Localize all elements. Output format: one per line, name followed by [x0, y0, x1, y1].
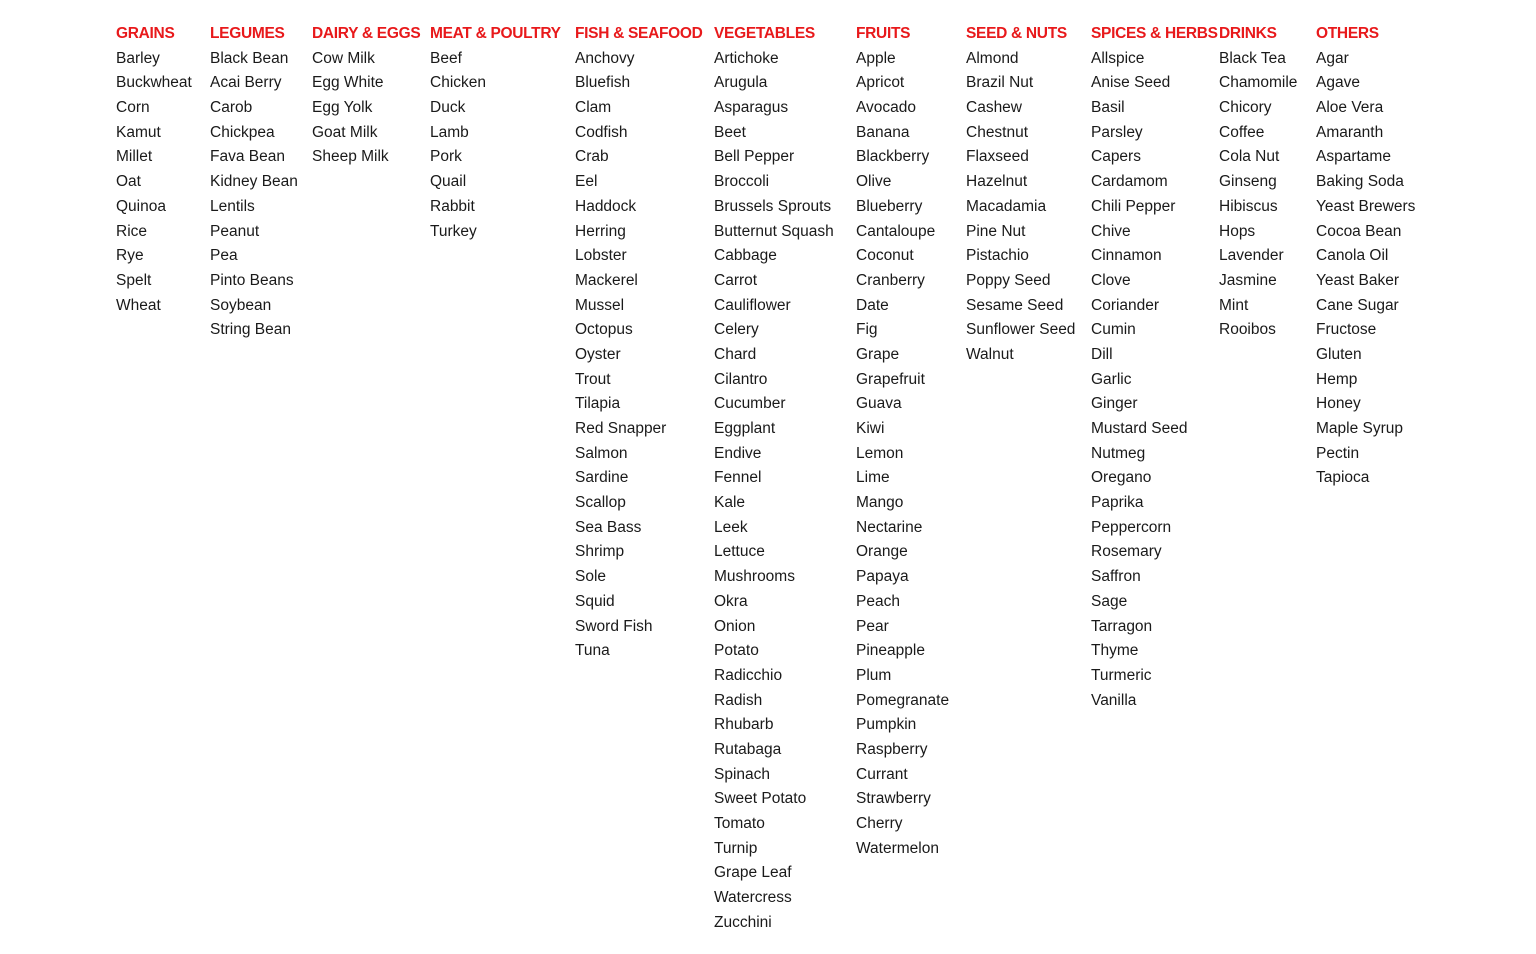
list-item: Red Snapper	[575, 420, 667, 437]
list-item: Endive	[714, 444, 762, 462]
list-item: Canola Oil	[1316, 247, 1389, 265]
list-item: Cinnamon	[1091, 247, 1162, 265]
list-item: Grape	[856, 345, 900, 363]
column-header: SEED & NUTS	[966, 25, 1067, 42]
list-item: Cucumber	[714, 395, 786, 413]
list-item: Sweet Potato	[714, 790, 807, 808]
column-drinks	[1219, 22, 1297, 343]
list-item: Sardine	[575, 469, 629, 487]
list-item: Strawberry	[856, 790, 931, 808]
column-header: SPICES & HERBS	[1091, 25, 1218, 42]
list-item: Pinto Beans	[210, 271, 294, 289]
list-item: Peppercorn	[1091, 518, 1172, 536]
list-item: Agar	[1316, 49, 1349, 67]
list-item: Wheat	[116, 296, 161, 314]
list-item: Rutabaga	[714, 740, 782, 758]
list-item: Fava Bean	[210, 148, 285, 166]
list-item: Rhubarb	[714, 716, 774, 734]
column-header: MEAT & POULTRY	[430, 25, 561, 42]
list-item: Amaranth	[1316, 123, 1384, 141]
list-item: Cantaloupe	[856, 222, 936, 240]
list-item: Rye	[116, 247, 144, 265]
list-item: Leek	[714, 518, 748, 536]
column-others	[1316, 22, 1415, 491]
list-item: Mango	[856, 494, 904, 512]
column-header: FRUITS	[856, 25, 911, 42]
list-item: Cherry	[856, 815, 903, 832]
list-item: Octopus	[575, 321, 633, 339]
list-item: Clove	[1091, 271, 1131, 289]
list-item: Nectarine	[856, 518, 923, 536]
list-item: Agave	[1316, 74, 1360, 92]
list-item: Almond	[966, 49, 1019, 67]
list-item: Pea	[210, 247, 238, 265]
list-item: Avocado	[856, 99, 917, 117]
list-item: Vanilla	[1091, 691, 1137, 709]
list-item: Lettuce	[714, 543, 765, 561]
list-item: Pomegranate	[856, 691, 950, 709]
list-item: Raspberry	[856, 740, 928, 758]
list-item: Spinach	[714, 765, 771, 783]
list-item: Soybean	[210, 296, 272, 314]
list-item: Barley	[116, 49, 160, 67]
list-item: Corn	[116, 99, 150, 117]
list-item: Radicchio	[714, 666, 783, 684]
list-item: Jasmine	[1219, 271, 1277, 289]
list-item: Banana	[856, 123, 910, 141]
list-item: Cola Nut	[1219, 148, 1280, 166]
list-item: Kidney Bean	[210, 173, 298, 191]
list-item: Yeast Baker	[1316, 271, 1400, 289]
column-meat-poultry	[430, 22, 561, 244]
list-item: Papaya	[856, 568, 909, 586]
list-item: Asparagus	[714, 99, 789, 117]
list-item: Duck	[430, 99, 466, 117]
list-item: Turmeric	[1091, 666, 1152, 684]
column-header: LEGUMES	[210, 25, 285, 42]
item-list	[210, 47, 298, 343]
list-item: Watermelon	[856, 839, 939, 857]
list-item: Maple Syrup	[1316, 420, 1404, 437]
list-item: Mustard Seed	[1091, 420, 1188, 437]
list-item: Aspartame	[1316, 148, 1391, 166]
list-item: Cumin	[1091, 321, 1136, 339]
list-item: Hemp	[1316, 370, 1358, 388]
list-item: Salmon	[575, 444, 628, 462]
list-item: Beef	[430, 49, 462, 67]
list-item: Guava	[856, 395, 902, 413]
list-item: Oyster	[575, 345, 621, 363]
list-item: Date	[856, 296, 889, 314]
list-item: Black Bean	[210, 49, 289, 67]
list-item: Rabbit	[430, 197, 475, 215]
list-item: Coriander	[1091, 296, 1160, 314]
list-item: Lamb	[430, 123, 469, 141]
list-item: Gluten	[1316, 345, 1362, 363]
list-item: Saffron	[1091, 568, 1141, 586]
list-item: Lavender	[1219, 247, 1284, 265]
list-item: Black Tea	[1219, 49, 1286, 67]
list-item: Bluefish	[575, 74, 631, 92]
list-item: Fructose	[1316, 321, 1377, 339]
list-item: Mussel	[575, 296, 625, 314]
list-item: Thyme	[1091, 642, 1139, 660]
list-item: Mint	[1219, 296, 1249, 314]
list-item: Aloe Vera	[1316, 99, 1384, 117]
list-item: Eel	[575, 173, 598, 191]
list-item: Plum	[856, 666, 892, 684]
list-item: Fig	[856, 321, 878, 339]
list-item: Squid	[575, 592, 615, 610]
list-item: Nutmeg	[1091, 444, 1146, 462]
list-item: Apricot	[856, 74, 905, 92]
list-item: Blueberry	[856, 197, 923, 215]
list-item: Fennel	[714, 469, 762, 487]
list-item: Anchovy	[575, 49, 635, 67]
list-item: Cilantro	[714, 370, 768, 388]
list-item: Lemon	[856, 444, 904, 462]
list-item: Eggplant	[714, 420, 776, 437]
list-item: Blackberry	[856, 148, 930, 166]
list-item: Tilapia	[575, 395, 621, 413]
list-item: Sea Bass	[575, 518, 642, 536]
list-item: Garlic	[1091, 370, 1132, 388]
list-item: Mackerel	[575, 271, 638, 289]
list-item: Tuna	[575, 642, 610, 660]
list-item: Pear	[856, 617, 889, 635]
list-item: Brussels Sprouts	[714, 197, 832, 215]
list-item: Arugula	[714, 74, 768, 92]
item-list	[575, 47, 703, 664]
list-item: Oregano	[1091, 469, 1152, 487]
list-item: Dill	[1091, 345, 1113, 363]
list-item: Beet	[714, 123, 746, 141]
list-item: Potato	[714, 642, 759, 660]
item-list	[966, 47, 1075, 368]
list-item: Rice	[116, 222, 148, 240]
list-item: Parsley	[1091, 123, 1143, 141]
list-item: Ginger	[1091, 395, 1138, 413]
item-list	[1219, 47, 1297, 343]
list-item: Chicken	[430, 74, 486, 92]
list-item: Yeast Brewers	[1316, 197, 1416, 215]
list-item: Cocoa Bean	[1316, 222, 1402, 240]
item-list	[116, 47, 192, 319]
list-item: Sesame Seed	[966, 296, 1064, 314]
list-item: Mushrooms	[714, 568, 795, 586]
list-item: Spelt	[116, 271, 152, 289]
list-item: Lime	[856, 469, 890, 487]
column-header: GRAINS	[116, 25, 175, 42]
list-item: Pine Nut	[966, 222, 1026, 240]
list-item: Chickpea	[210, 123, 275, 141]
list-item: Buckwheat	[116, 74, 192, 92]
list-item: Olive	[856, 173, 892, 191]
list-item: Sage	[1091, 592, 1128, 610]
list-item: Carob	[210, 99, 253, 117]
list-item: Quail	[430, 173, 467, 191]
list-item: Pork	[430, 148, 462, 166]
column-fruits	[856, 22, 949, 861]
list-item: Goat Milk	[312, 123, 378, 141]
list-item: Bell Pepper	[714, 148, 795, 166]
list-item: Scallop	[575, 494, 626, 512]
column-dairy-eggs	[312, 22, 420, 170]
list-item: Clam	[575, 99, 612, 117]
list-item: Flaxseed	[966, 148, 1029, 166]
list-item: Hazelnut	[966, 173, 1028, 191]
column-spices-herbs	[1091, 22, 1218, 713]
list-item: Hops	[1219, 222, 1256, 240]
list-item: Cardamom	[1091, 173, 1168, 191]
list-item: Peach	[856, 592, 900, 610]
column-grains	[116, 22, 192, 318]
list-item: Butternut Squash	[714, 222, 834, 240]
list-item: Coffee	[1219, 123, 1265, 141]
list-item: Basil	[1091, 99, 1125, 117]
list-item: Chard	[714, 345, 757, 363]
item-list	[856, 47, 949, 862]
list-item: Sole	[575, 568, 607, 586]
list-item: Sunflower Seed	[966, 321, 1076, 339]
list-item: Pectin	[1316, 444, 1360, 462]
list-item: Tarragon	[1091, 617, 1153, 635]
item-list	[714, 47, 834, 936]
item-list	[1091, 47, 1218, 714]
list-item: Pumpkin	[856, 716, 917, 734]
list-item: Kale	[714, 494, 746, 512]
list-item: Egg White	[312, 74, 384, 92]
list-item: Cabbage	[714, 247, 777, 265]
column-header: OTHERS	[1316, 25, 1379, 42]
list-item: Haddock	[575, 197, 637, 215]
list-item: Zucchini	[714, 913, 772, 931]
list-item: Lentils	[210, 197, 255, 215]
list-item: Capers	[1091, 148, 1141, 166]
list-item: Chive	[1091, 222, 1131, 240]
item-list	[430, 47, 561, 245]
list-item: Chestnut	[966, 123, 1029, 141]
list-item: Honey	[1316, 395, 1361, 413]
list-item: Pineapple	[856, 642, 925, 660]
list-item: Celery	[714, 321, 759, 339]
list-item: Quinoa	[116, 197, 166, 215]
list-item: Acai Berry	[210, 74, 282, 92]
list-item: Peanut	[210, 222, 260, 240]
list-item: Walnut	[966, 345, 1014, 363]
list-item: Apple	[856, 49, 896, 67]
column-seed-nuts	[966, 22, 1075, 368]
list-item: Macadamia	[966, 197, 1047, 215]
list-item: Coconut	[856, 247, 914, 265]
list-item: Broccoli	[714, 173, 770, 191]
list-item: Onion	[714, 617, 756, 635]
list-item: Allspice	[1091, 49, 1145, 67]
list-item: Paprika	[1091, 494, 1144, 512]
list-item: Kiwi	[856, 420, 885, 437]
list-item: Okra	[714, 592, 748, 610]
list-item: Watercress	[714, 889, 792, 907]
list-item: Radish	[714, 691, 763, 709]
list-item: Cauliflower	[714, 296, 791, 314]
list-item: Orange	[856, 543, 908, 561]
list-item: Chicory	[1219, 99, 1272, 117]
list-item: Sheep Milk	[312, 148, 389, 166]
column-fish-seafood	[575, 22, 703, 664]
list-item: Grape Leaf	[714, 864, 792, 882]
column-header: VEGETABLES	[714, 25, 815, 42]
list-item: Turnip	[714, 839, 758, 857]
list-item: Grapefruit	[856, 370, 925, 388]
list-item: Crab	[575, 148, 609, 166]
list-item: Currant	[856, 765, 908, 783]
column-header: DAIRY & EGGS	[312, 25, 421, 42]
list-item: Millet	[116, 148, 153, 166]
list-item: Baking Soda	[1316, 173, 1404, 191]
list-item: Tomato	[714, 815, 765, 832]
list-item: Sword Fish	[575, 617, 653, 635]
list-item: Oat	[116, 173, 141, 191]
list-item: Rooibos	[1219, 321, 1276, 339]
list-item: Chili Pepper	[1091, 197, 1176, 215]
list-item: Poppy Seed	[966, 271, 1051, 289]
list-item: Chamomile	[1219, 74, 1298, 92]
list-item: Carrot	[714, 271, 758, 289]
list-item: Shrimp	[575, 543, 625, 561]
list-item: Hibiscus	[1219, 197, 1278, 215]
list-item: Cashew	[966, 99, 1022, 117]
list-item: Kamut	[116, 123, 161, 141]
list-item: Trout	[575, 370, 611, 388]
list-item: Tapioca	[1316, 469, 1370, 487]
list-item: Lobster	[575, 247, 627, 265]
list-item: Rosemary	[1091, 543, 1162, 561]
list-item: Brazil Nut	[966, 74, 1034, 92]
list-item: Cow Milk	[312, 49, 375, 67]
column-vegetables	[714, 22, 834, 935]
column-header: FISH & SEAFOOD	[575, 25, 703, 42]
list-item: Pistachio	[966, 247, 1029, 265]
item-list	[1316, 47, 1415, 491]
list-item: Codfish	[575, 123, 628, 141]
list-item: Artichoke	[714, 49, 779, 67]
list-item: Anise Seed	[1091, 74, 1171, 92]
list-item: Egg Yolk	[312, 99, 373, 117]
list-item: Herring	[575, 222, 626, 240]
list-item: Turkey	[430, 222, 477, 240]
list-item: Ginseng	[1219, 173, 1277, 191]
list-item: Cranberry	[856, 271, 925, 289]
column-legumes	[210, 22, 298, 343]
column-header: DRINKS	[1219, 25, 1277, 42]
list-item: String Bean	[210, 321, 291, 339]
list-item: Cane Sugar	[1316, 296, 1399, 314]
item-list	[312, 47, 420, 170]
